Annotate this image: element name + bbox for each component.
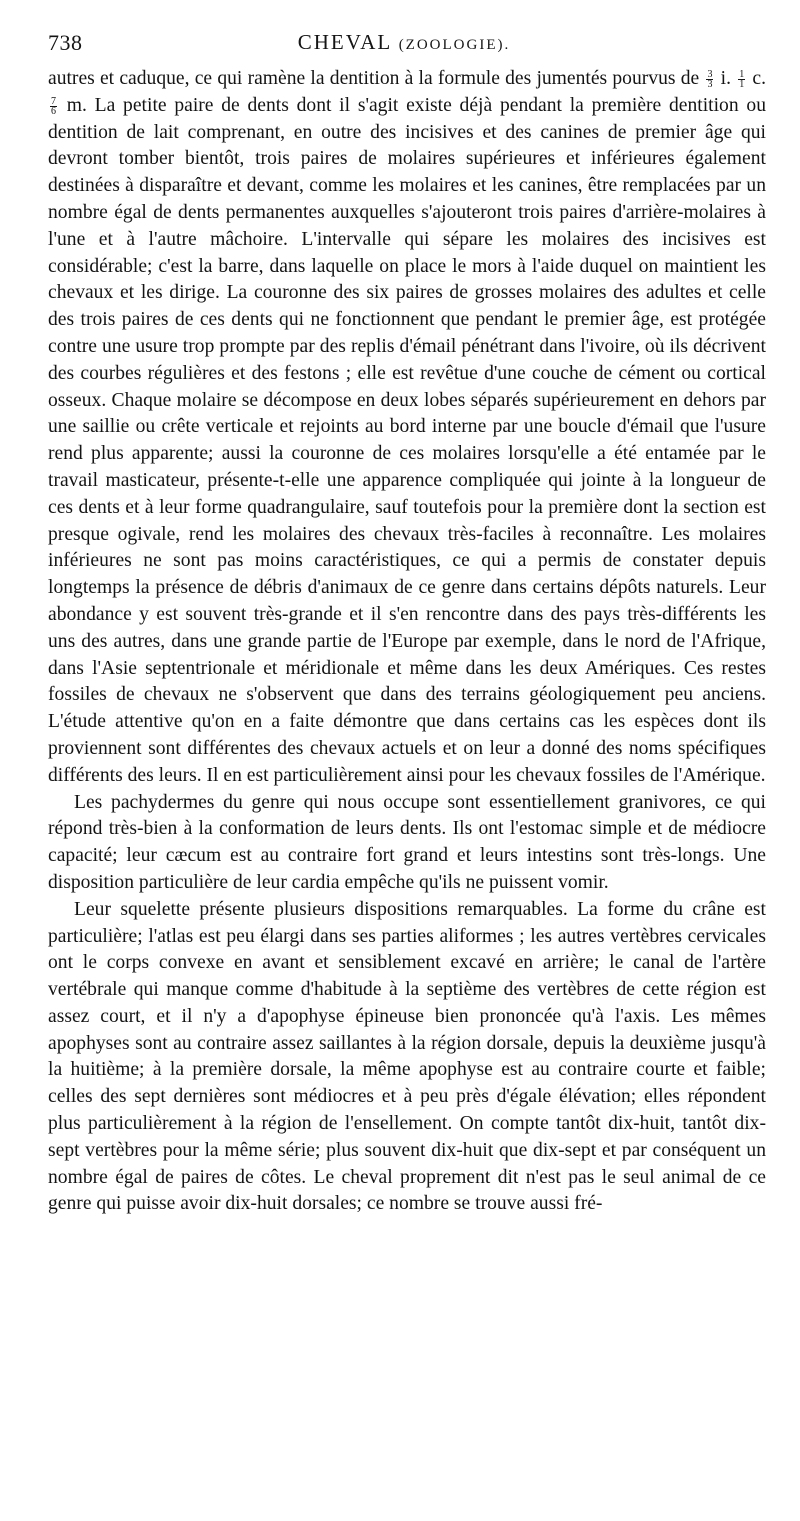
running-head <box>48 30 760 55</box>
page-number: 738 <box>48 30 83 55</box>
page-header <box>48 30 760 58</box>
dental-formula-fraction: $\frac{7}{6}$ <box>51 95 56 117</box>
running-head-title: CHEVAL <box>297 30 392 54</box>
dental-formula-fraction: $\frac{1}{1}$ <box>739 69 745 90</box>
paragraph-skeleton: Leur squelette présente plusieurs dispositions remarquables. La forme du crâne est particulière; l'atlas est peu élargi dans ses parties aliformes ; les autres vertèbres cervicales ont le corps convexe en avant et sensiblement excavé en arrière; le canal de l'artère vertébrale qui manque comme d'habitude à la septième des vertèbres de cette région est assez court, et il n'y a d'apophyse épineuse bien prononcée qu'à l'axis. Les mêmes apophyses sont au contraire assez saillantes à la région dorsale, depuis la deuxième jusqu'à la huitième; à la première dorsale, la même apophyse est au contraire courte et faible; celles des sept dernières sont médiocres et à peu près d'égale élévation; elles répondent plus particulièrement à la région de l'ensellement. On compte tantôt dix-huit, tantôt dix-sept vertèbres pour la même série; plus souvent dix-huit que dix-sept et par conséquent un nombre égal de paires de côtes. Le cheval proprement dit n'est pas le seul animal de ce genre qui puisse avoir dix-huit dorsales; ce nombre se trouve aussi fré- <box>48 898 766 1215</box>
paragraph-digestion: Les pachydermes du genre qui nous occupe sont essentiellement granivores, ce qui répond très-bien à la conformation de leurs dents. Ils ont l'estomac simple et de médiocre capacité; leur cæcum est au contraire fort grand et leurs intestins sont très-longs. Une disposition particulière de leur cardia empêche qu'ils ne puissent vomir. <box>48 791 766 893</box>
dental-formula-fraction: $\frac{3}{3}$ <box>707 69 713 90</box>
paragraph-dentition: autres et caduque, ce qui ramène la dentition à la formule des jumentés pourvus de $\frac{3}{3}$ i. $\frac{1}{1}$ c. $\frac{7}{6}$ m. La petite paire de dents dont il s'agit existe déjà pendant la première dentition ou dentition de lait comprenant, en outre des incisives et des canines de premier âge qui devront tomber bientôt, trois paires de molaires supérieures et inférieures également destinées à disparaître et devant, comme les molaires et les canines, être remplacées par un nombre égal de dents permanentes auxquelles s'ajouteront trois paires d'arrière-molaires à l'une et à l'autre mâchoire. L'intervalle qui sépare les molaires des incisives est considérable; c'est la barre, dans laquelle on place le mors à l'aide duquel on maintient les chevaux et les dirige. La couronne des six paires de grosses molaires des adultes et celle des trois paires de ces dents qui ne fonctionnent que pendant le premier âge, est protégée contre une usure trop prompte par des replis d'émail pénétrant dans l'ivoire, où ils décrivent des courbes régulières et des festons ; elle est revêtue d'une couche de cément ou cortical osseux. Chaque molaire se décompose en deux lobes séparés supérieurement en dehors par une saillie ou crête verticale et rejoints au bord interne par une boucle d'émail que l'usure rend plus apparente; aussi la couronne de ces molaires lorsqu'elle a été entamée par le travail masticateur, présente-t-elle une apparence compliquée qui jointe à la longueur de ces dents et à leur forme quadrangulaire, sauf toutefois pour la première dont la section est presque ogivale, rend les molaires des chevaux très-faciles à reconnaître. Les molaires inférieures ne sont pas moins caractéristiques, ce qui a permis de constater depuis longtemps la présence de débris d'animaux de ce genre dans certains dépôts naturels. Leur abondance y est souvent très-grande et il s'en rencontre dans des pays très-différents les uns des autres, dans une grande partie de l'Europe par exemple, dans le nord de l'Afrique, dans l'Asie septentrionale et méridionale et même dans les deux Amériques. Ces restes fossiles de chevaux ne s'observent que dans des terrains géologiquement peu anciens. L'étude attentive qu'on en a faite démontre que dans certains cas les espèces dont ils proviennent sont différentes des chevaux actuels et on leur a donné des noms spécifiques différents des leurs. Il en est particulièrement ainsi pour les chevaux fossiles de l'Amérique. <box>48 68 767 786</box>
running-head-subtitle: (ZOOLOGIE). <box>398 37 511 53</box>
body-text <box>48 66 766 1218</box>
